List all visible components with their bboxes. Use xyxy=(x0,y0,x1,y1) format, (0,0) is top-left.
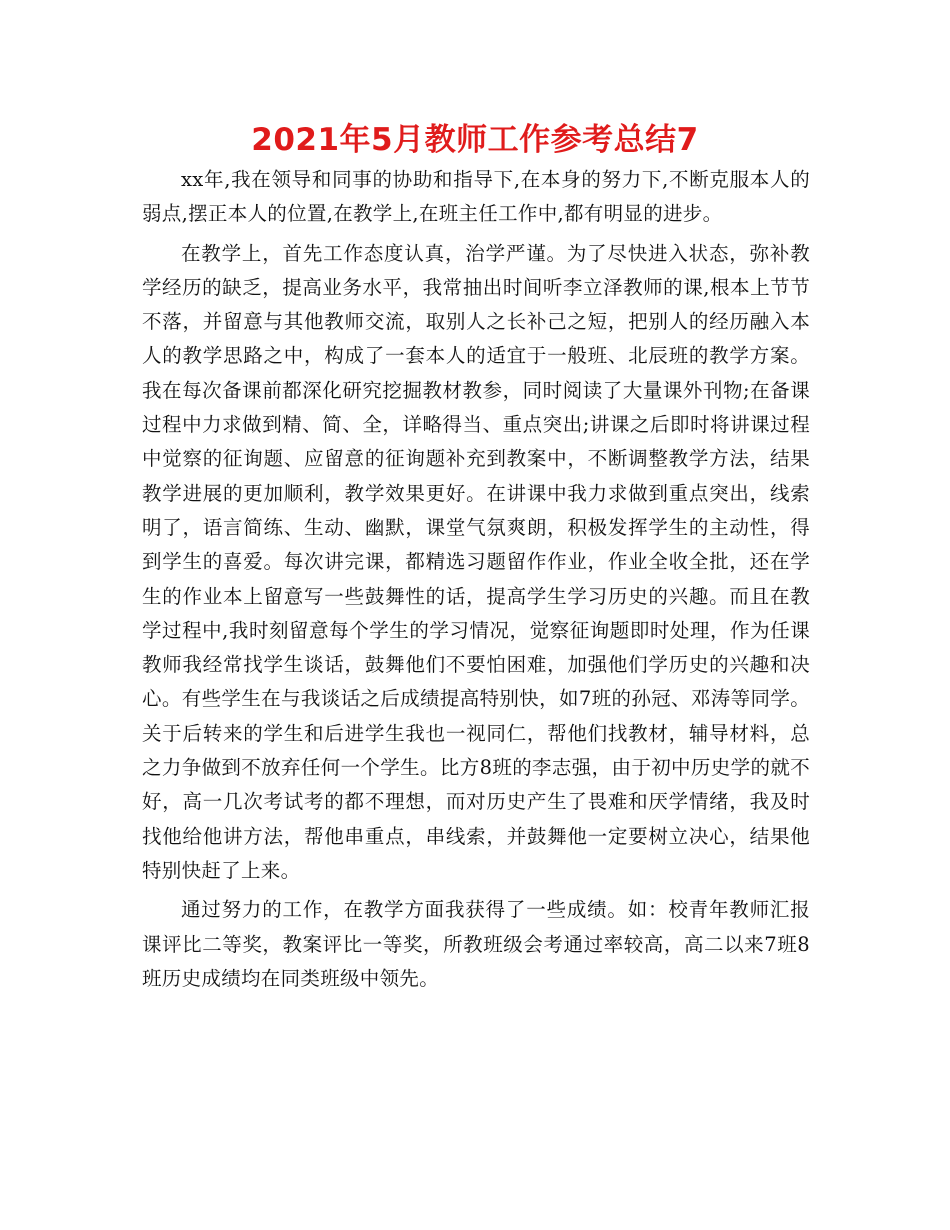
paragraph-achievements: 通过努力的工作，在教学方面我获得了一些成绩。如：校青年教师汇报课评比二等奖，教案评比一等奖，所教班级会考通过率较高，高二以来7班8班历史成绩均在同类班级中领先。 xyxy=(142,898,810,990)
page-title: 2021年5月教师工作参考总结7 xyxy=(251,122,699,158)
paragraph-teaching: 在教学上，首先工作态度认真，治学严谨。为了尽快进入状态，弥补教学经历的缺乏，提高业务水平，我常抽出时间听李立泽教师的课,根本上节节不落，并留意与其他教师交流，取别人之长补己之短，把别人的经历融入本人的教学思路之中，构成了一套本人的适宜于一般班、北辰班的教学方案。我在每次备课前都深化研究挖掘教材教参，同时阅读了大量课外刊物;在备课过程中力求做到精、简、全，详略得当、重点突出;讲课之后即时将讲课过程中觉察的征询题、应留意的征询题补充到教案中，不断调整教学方法，结果教学进展的更加顺利，教学效果更好。在讲课中我力求做到重点突出，线索明了，语言简练、生动、幽默，课堂气氛爽朗，积极发挥学生的主动性，得到学生的喜爱。每次讲完课，都精选习题留作作业，作业全收全批，还在学生的作业本上留意写一些鼓舞性的话，提高学生学习历史的兴趣。而且在教学过程中,我时刻留意每个学生的学习情况，觉察征询题即时处理，作为任课教师我经常找学生谈话，鼓舞他们不要怕困难，加强他们学历史的兴趣和决心。有些学生在与我谈话之后成绩提高特别快，如7班的孙冠、邓涛等同学。关于后转来的学生和后进学生我也一视同仁，帮他们找教材，辅导材料，总之力争做到不放弃任何一个学生。比方8班的李志强，由于初中历史学的就不好，高一几次考试考的都不理想，而对历史产生了畏难和厌学情绪，我及时找他给他讲方法，帮他串重点，串线索，并鼓舞他一定要树立决心，结果他特别快赶了上来。 xyxy=(142,241,810,882)
document-body xyxy=(142,163,810,996)
paragraph-intro: xx年,我在领导和同事的协助和指导下,在本身的努力下,不断克服本人的弱点,摆正本人的位置,在教学上,在班主任工作中,都有明显的进步。 xyxy=(142,168,810,226)
